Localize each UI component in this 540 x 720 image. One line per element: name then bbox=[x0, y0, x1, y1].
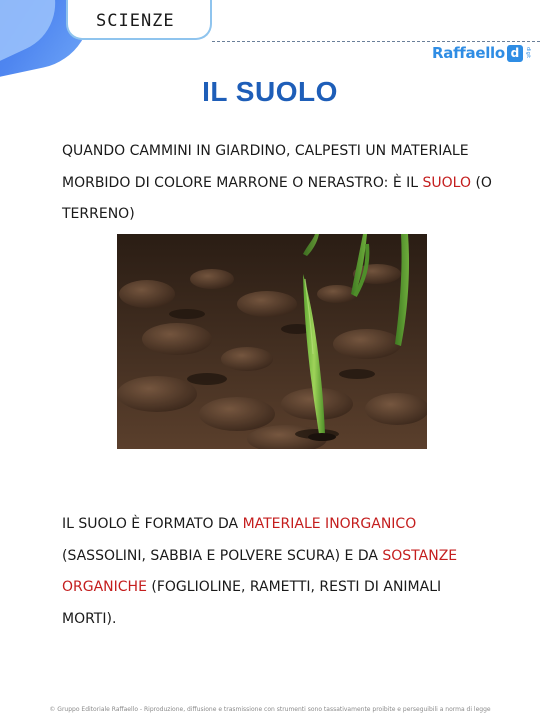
soil-with-sprouts-illustration bbox=[117, 234, 427, 449]
publisher-name: Raffaello bbox=[432, 44, 505, 62]
intro-text-2: (O TERRENO) bbox=[62, 174, 492, 222]
publisher-badge-caption: digit bbox=[524, 47, 531, 59]
page-title: IL SUOLO bbox=[202, 76, 338, 107]
subject-label: SCIENZE bbox=[96, 11, 175, 31]
composition-text-1: IL SUOLO È FORMATO DA bbox=[62, 516, 243, 532]
composition-paragraph bbox=[62, 509, 492, 635]
copyright-footer: © Gruppo Editoriale Raffaello - Riproduzione, diffusione e trasmissione con strumenti sono tassativamente proibite e perseguibili a norma di legge bbox=[49, 706, 491, 713]
intro-paragraph bbox=[62, 136, 492, 231]
composition-highlight-inorganic: MATERIALE INORGANICO bbox=[242, 516, 417, 532]
publisher-logo bbox=[432, 44, 530, 62]
composition-text-3: (FOGLIOLINE, RAMETTI, RESTI DI ANIMALI MORTI). bbox=[62, 579, 442, 627]
intro-text-1: QUANDO CAMMINI IN GIARDINO, CALPESTI UN MATERIALE MORBIDO DI COLORE MARRONE O NERASTRO: È IL bbox=[62, 143, 469, 191]
composition-text-2: (SASSOLINI, SABBIA E POLVERE SCURA) E DA bbox=[62, 547, 383, 564]
composition-highlight-organic: SOSTANZE ORGANICHE bbox=[62, 547, 458, 595]
soil-photo bbox=[117, 234, 427, 449]
publisher-badge: d bbox=[507, 45, 523, 62]
header-divider bbox=[212, 41, 540, 42]
intro-highlight: SUOLO bbox=[422, 174, 471, 191]
